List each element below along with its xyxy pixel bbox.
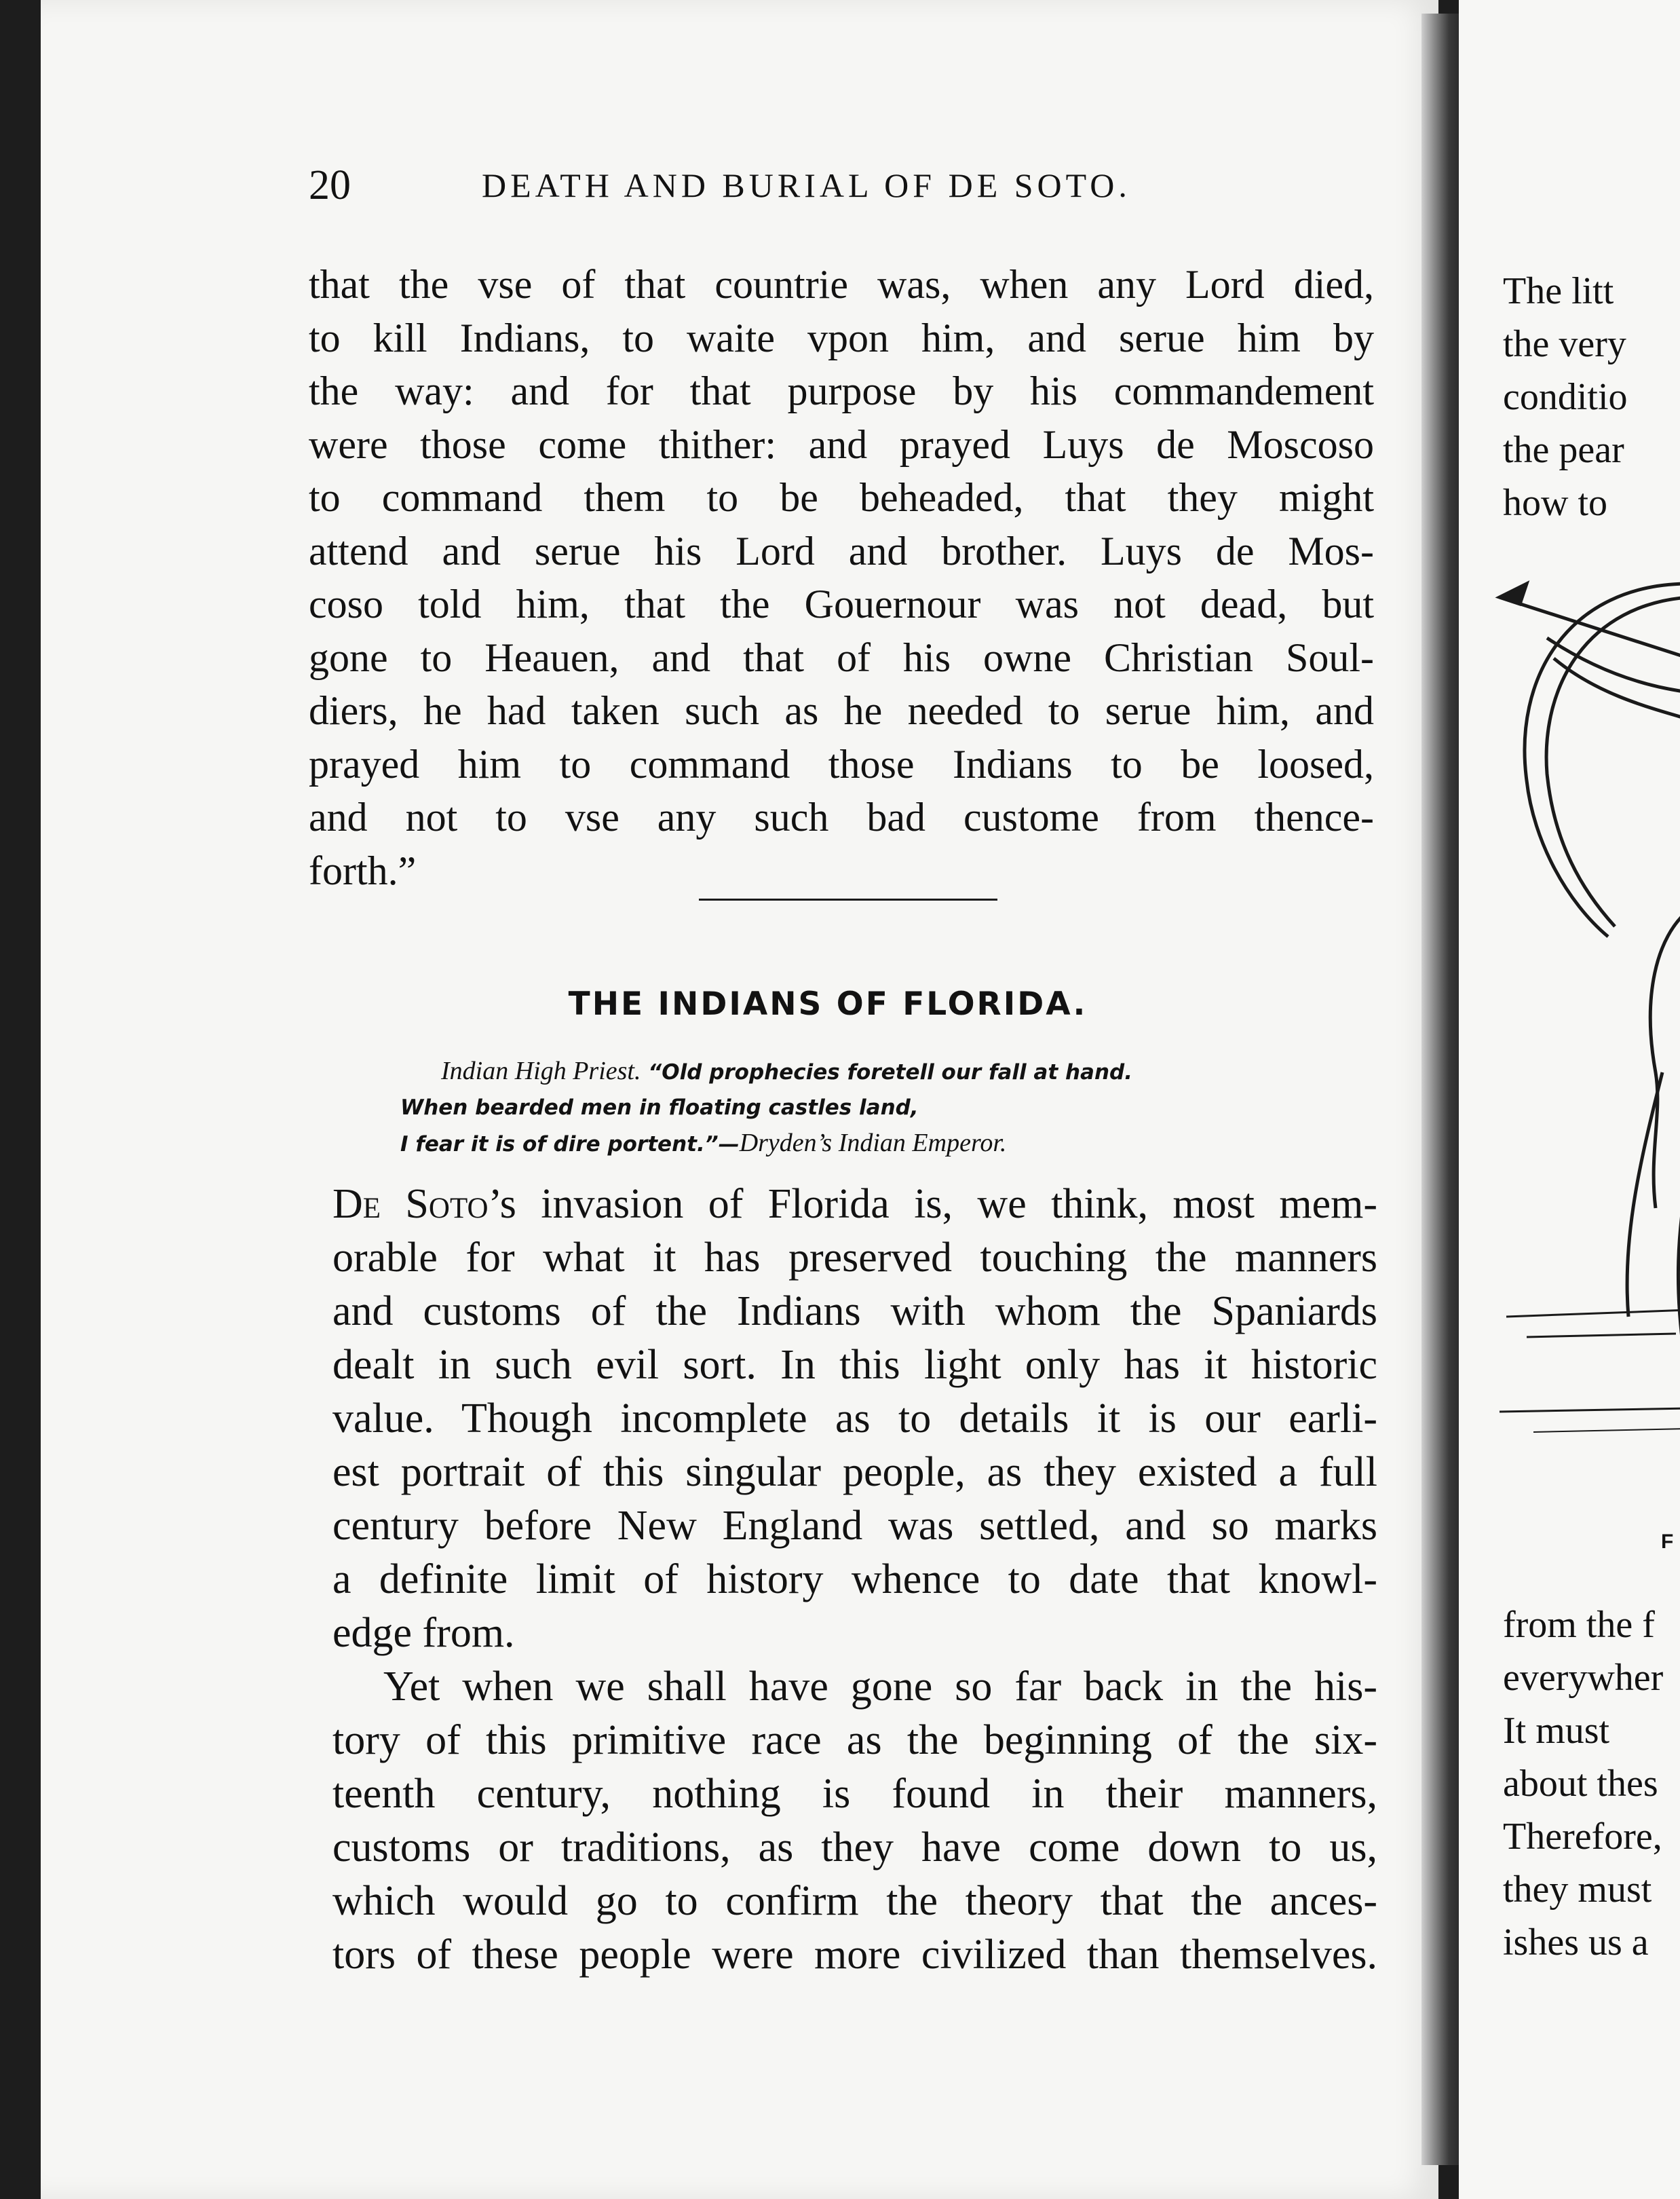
- text-line: to command them to be beheaded, that they might: [309, 475, 1374, 520]
- paragraph: [332, 1660, 1377, 1982]
- text-line: value. Though incomplete as to details it is our earli-: [332, 1395, 1377, 1442]
- text-line: which would go to confirm the theory that the ances-: [332, 1878, 1377, 1924]
- main-text: [332, 1178, 1377, 1982]
- text-line: conditio: [1503, 376, 1628, 418]
- text-line: customs or traditions, as they have come down to us,: [332, 1824, 1377, 1871]
- epigraph-line: [400, 1125, 1350, 1162]
- right-page: [1459, 0, 1680, 2199]
- quoted-passage: [309, 258, 1374, 897]
- epigraph-line: [400, 1053, 1350, 1090]
- text-line: everywher: [1503, 1657, 1664, 1699]
- text-line: were those come thither: and prayed Luys de Moscoso: [309, 421, 1374, 467]
- text-line: ishes us a: [1503, 1921, 1649, 1963]
- epigraph-source: Dryden’s Indian Emperor.: [739, 1129, 1007, 1157]
- text-line: gone to Heauen, and that of his owne Christian Soul-: [309, 635, 1374, 680]
- text-line: forth.”: [309, 848, 417, 893]
- text-line: orable for what it has preserved touching the manners: [332, 1235, 1377, 1281]
- text-line: It must: [1503, 1710, 1610, 1752]
- right-page-top-text: [1503, 265, 1680, 529]
- page-number: 20: [309, 162, 351, 208]
- text-line: and customs of the Indians with whom the Spaniards: [332, 1288, 1377, 1334]
- text-line: Therefore,: [1503, 1816, 1662, 1858]
- epigraph-speaker: Indian High Priest.: [441, 1057, 641, 1085]
- text-line: tory of this primitive race as the beginning of the six-: [332, 1717, 1377, 1763]
- section-divider: [699, 899, 997, 901]
- paragraph: [332, 1178, 1377, 1660]
- running-head: [309, 162, 1394, 216]
- archer-illustration: [1486, 557, 1680, 1493]
- text-line: to kill Indians, to waite vpon him, and serue him by: [309, 315, 1374, 360]
- dropcap-name: De Soto: [332, 1181, 489, 1227]
- text-line: the way: and for that purpose by his commandement: [309, 369, 1374, 413]
- figure-caption: F: [1661, 1530, 1674, 1553]
- epigraph: [400, 1053, 1350, 1162]
- text-line: coso told him, that the Gouernour was not dead, but: [309, 582, 1374, 626]
- text-line: that the vse of that countrie was, when any Lord died,: [309, 262, 1374, 307]
- text-line: how to: [1503, 482, 1607, 524]
- arrow: [1500, 597, 1680, 658]
- text-line: diers, he had taken such as he needed to serue him, and: [309, 688, 1374, 733]
- text-line: est portrait of this singular people, as they existed a full: [332, 1449, 1377, 1495]
- text-line: attend and serue his Lord and brother. Luys de Mos-: [309, 528, 1374, 574]
- text-line: a definite limit of history whence to date that knowl-: [332, 1556, 1377, 1602]
- text-line: the pear: [1503, 429, 1624, 471]
- text-line: prayed him to command those Indians to be loosed,: [309, 741, 1374, 787]
- text-line: edge from.: [332, 1610, 515, 1656]
- text-line: Yet when we shall have gone so far back in the his-: [383, 1664, 1377, 1710]
- epigraph-line: When bearded men in floating castles land,: [400, 1095, 919, 1120]
- text-line: about thes: [1503, 1763, 1658, 1805]
- text-line: dealt in such evil sort. In this light only has it historic: [332, 1342, 1377, 1388]
- text-line: from the f: [1503, 1604, 1655, 1646]
- text-line: tors of these people were more civilized than themselves.: [332, 1932, 1377, 1978]
- right-page-bottom-text: [1503, 1598, 1680, 1969]
- running-title: DEATH AND BURIAL OF DE SOTO.: [482, 166, 1131, 204]
- text-line: and not to vse any such bad custome from thence-: [309, 795, 1374, 840]
- epigraph-text: I fear it is of dire portent.”—: [400, 1132, 740, 1157]
- section-title: THE INDIANS OF FLORIDA.: [568, 985, 1088, 1023]
- text-line: the very: [1503, 323, 1626, 365]
- text-line: [332, 1178, 1377, 1231]
- text-line: teenth century, nothing is found in their manners,: [332, 1771, 1377, 1817]
- text-line: The litt: [1503, 270, 1614, 312]
- text-line: they must: [1503, 1868, 1652, 1911]
- text-line: century before New England was settled, and so marks: [332, 1503, 1377, 1549]
- epigraph-text: “Old prophecies foretell our fall at hand.: [648, 1060, 1132, 1085]
- text-span: ’s invasion of Florida is, we think, most mem-: [488, 1181, 1377, 1227]
